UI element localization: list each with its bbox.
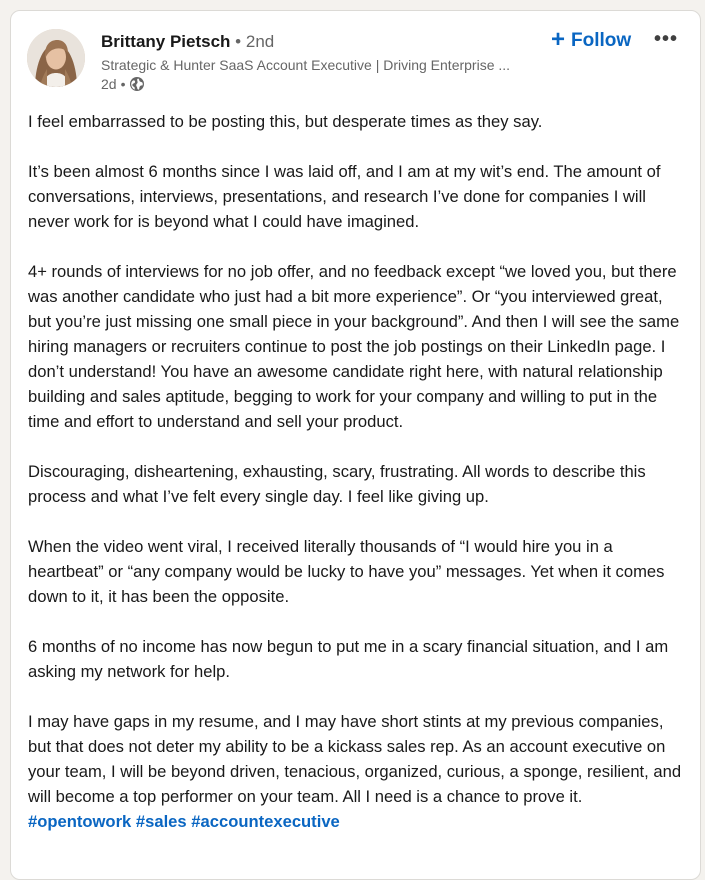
post-paragraph: 6 months of no income has now begun to put me in a scary financial situation, and I am asking my network for help. [28,637,669,681]
post-paragraph-last-text: I may have gaps in my resume, and I may have short stints at my previous companies, but that does not deter my ability to be a kickass sales rep. As an account executive on your team, I will be beyond driven, tenacious, organized, curious, a sponge, resilient, and will become a top performer on your team. All I need is a chance to prove it. [28,712,682,806]
globe-icon [129,76,145,92]
post-meta [101,75,145,93]
post-header [11,11,700,111]
more-options-button[interactable] [651,27,681,51]
post-paragraph: 4+ rounds of interviews for no job offer, and no feedback except “we loved you, but there was another candidate who just had a bit more experience”. Or “you interviewed great, but you’re just missing one small piece in your background”. And then I will see the same hiring managers or recruiters continue to post the job postings on their LinkedIn page. I don’t understand! You have an awesome candidate right here, with natural relationship building and sales aptitude, begging to work for your company and willing to put in the time and effort to understand and sell your product. [28,262,680,431]
connection-degree: 2nd [245,32,275,51]
post-paragraph: Discouraging, disheartening, exhausting, scary, frustrating. All words to describe this process and what I’ve felt every single day. I feel like giving up. [28,462,646,506]
follow-label: Follow [571,30,632,51]
follow-button[interactable] [547,25,635,57]
post-paragraph: I feel embarrassed to be posting this, but desperate times as they say. [28,112,543,131]
plus-icon: + [551,26,566,53]
more-horizontal-icon: ••• [653,28,678,50]
post-time[interactable]: 2d [101,76,117,92]
post-paragraph: When the video went viral, I received literally thousands of “I would hire you in a heartbeat” or “any company would be lucky to have you” messages. Yet when it comes down to it, it has been the opposite. [28,537,665,606]
avatar[interactable] [27,29,85,87]
author-name-row [101,31,274,53]
feed-post-card [10,10,701,880]
post-paragraph-last [28,709,688,834]
meta-separator: • [120,76,126,92]
name-separator: • [235,32,242,51]
hashtag-accountexecutive[interactable]: #accountexecutive [191,812,340,831]
post-paragraph: It’s been almost 6 months since I was laid off, and I am at my wit’s end. The amount of conversations, interviews, presentations, and research I’ve done for companies I will never work for is beyond what I could have imagined. [28,162,661,231]
hashtag-opentowork[interactable]: #opentowork [28,812,132,831]
post-body [28,109,688,859]
author-headline[interactable]: Strategic & Hunter SaaS Account Executive | Driving Enterprise ... [101,57,511,73]
avatar-photo [27,29,85,87]
hashtag-sales[interactable]: #sales [135,812,187,831]
author-name[interactable]: Brittany Pietsch [101,32,231,51]
